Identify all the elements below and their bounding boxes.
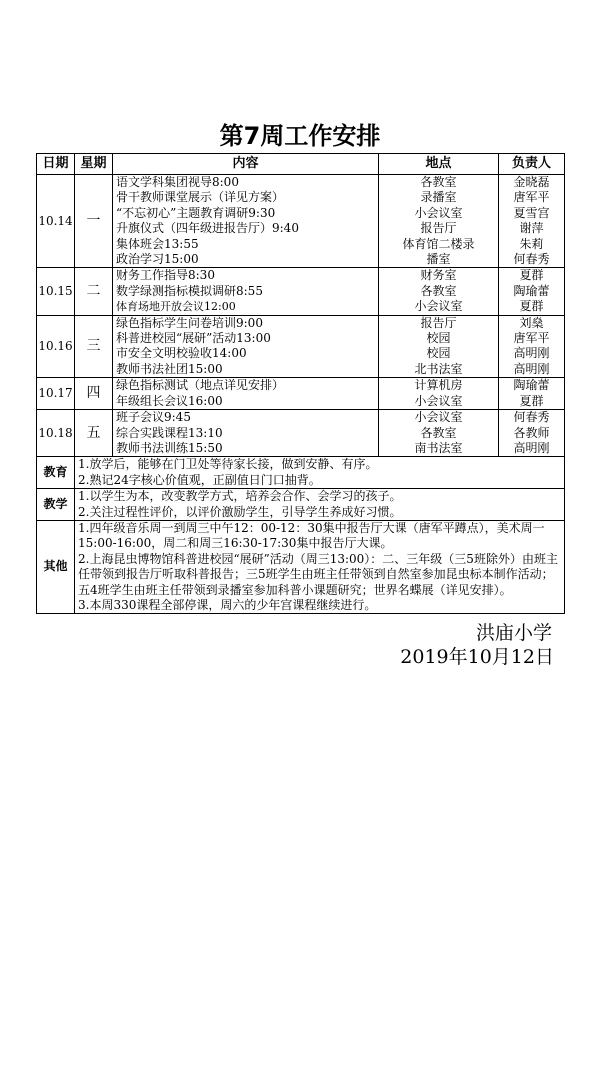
schedule-table [36,153,565,614]
person-item: 高明刚 [513,361,550,376]
place-item: 北书法室 [414,361,463,376]
section-notes [75,489,565,521]
place-cell [379,315,499,378]
content-item: 年级组长会议16:00 [116,393,223,408]
content-item: 政治学习15:00 [116,252,199,267]
section-label: 教学 [37,489,75,521]
person-item: 各教师 [513,425,550,440]
content-item: 班子会议9:45 [116,410,191,425]
person-cell [499,315,565,378]
content-item: 教师书法训练15:50 [116,440,223,455]
place-item: 财务室 [420,268,457,283]
page-title: 第7周工作安排 [219,122,381,150]
place-cell [379,410,499,457]
header-weekday: 星期 [75,154,113,175]
content-item: 骨干教师课堂展示（详见方案） [116,190,285,205]
issue-date: 2019年10月12日 [400,646,554,668]
content-item: 绿色指标学生问卷培训9:00 [116,315,263,330]
place-item: 小会议室 [414,393,463,408]
place-item: 小会议室 [414,410,463,425]
person-item: 金晓磊 [513,175,550,189]
place-cell [379,268,499,315]
day-row [37,378,565,410]
content-item: 数学绿测指标模拟调研8:55 [116,283,263,298]
content-cell [113,268,379,315]
person-item: 朱莉 [519,236,544,251]
header-content: 内容 [113,154,379,175]
person-item: 高明刚 [513,346,550,361]
place-item: 各教室 [420,283,457,298]
header-row [37,154,565,175]
place-item: 各教室 [420,175,457,189]
person-item: 夏群 [519,393,544,408]
date-cell: 10.15 [37,268,75,315]
person-item: 陶瑜蕾 [513,378,550,393]
section-notes [75,520,565,613]
content-item: 教师书法社团15:00 [116,361,223,376]
person-item: 唐军平 [513,331,550,346]
weekday-cell: 五 [75,410,113,457]
school-name: 洪庙小学 [475,622,552,644]
person-item: 夏群 [519,299,544,314]
place-item: 各教室 [420,425,457,440]
place-item: 小会议室 [414,299,463,314]
header-person: 负责人 [499,154,565,175]
place-cell [379,175,499,268]
content-item: 综合实践课程13:10 [116,425,223,440]
date-cell: 10.18 [37,410,75,457]
content-cell [113,378,379,410]
person-item: 谢萍 [519,221,544,236]
note-item: 3.本周330课程全部停课，周六的少年宫课程继续进行。 [78,597,377,612]
place-item: 体育馆二楼录 [402,236,475,251]
content-item: “不忘初心”主题教育调研9:30 [116,205,276,220]
place-cell [379,378,499,410]
content-item: 体育场地开放会议12:00 [116,300,236,314]
person-item: 何春秀 [513,410,550,425]
content-item: 升旗仪式（四年级进报告厅）9:40 [116,221,299,236]
person-item: 夏群 [519,268,544,283]
weekday-cell: 三 [75,315,113,378]
place-item: 小会议室 [414,205,463,220]
date-cell: 10.16 [37,315,75,378]
note-item: 2.关注过程性评价，以评价激励学生，引导学生养成好习惯。 [78,504,402,519]
person-cell [499,410,565,457]
header-date: 日期 [37,154,75,175]
content-item: 市安全文明校验收14:00 [116,346,247,361]
person-item: 夏雪宫 [513,205,550,220]
person-cell [499,175,565,268]
person-cell [499,268,565,315]
person-item: 唐军平 [513,190,550,205]
section-row [37,520,565,613]
day-row [37,410,565,457]
person-cell [499,378,565,410]
person-item: 何春秀 [513,252,550,267]
note-item: 1.四年级音乐周一到周三中午12：00-12：30集中报告厅大课（唐军平蹲点），美术周一15:00-16:00，周二和周三16:30-17:30集中报告厅大课。 [78,520,545,551]
weekday-cell: 一 [75,175,113,268]
content-item: 集体班会13:55 [116,236,199,251]
content-item: 科普进校园“展研”活动13:00 [116,331,271,346]
place-item: 南书法室 [414,440,463,455]
place-item: 计算机房 [414,378,463,393]
day-row [37,315,565,378]
content-cell [113,175,379,268]
place-item: 录播室 [420,190,457,205]
section-notes [75,457,565,489]
place-item: 校园 [426,331,451,346]
section-row [37,489,565,521]
person-item: 陶瑜蕾 [513,283,550,298]
section-row [37,457,565,489]
header-place: 地点 [379,154,499,175]
person-item: 高明刚 [513,440,550,455]
note-item: 1.以学生为本，改变教学方式，培养会合作、会学习的孩子。 [78,489,402,504]
place-item: 报告厅 [420,221,457,236]
weekday-cell: 四 [75,378,113,410]
content-cell [113,410,379,457]
section-label: 其他 [37,520,75,613]
content-item: 语文学科集团视导8:00 [116,175,239,189]
date-cell: 10.17 [37,378,75,410]
section-label: 教育 [37,457,75,489]
note-item: 1.放学后，能够在门卫处等待家长接，做到安静、有序。 [78,457,378,472]
person-item: 刘燊 [519,315,544,330]
date-cell: 10.14 [37,175,75,268]
note-item: 2.熟记24字核心价值观，正副值日门口抽背。 [78,472,321,487]
weekday-cell: 二 [75,268,113,315]
place-item: 播室 [426,252,451,267]
place-item: 校园 [426,346,451,361]
day-row [37,268,565,315]
content-item: 财务工作指导8:30 [116,268,215,283]
note-item: 2.上海昆虫博物馆科普进校园“展研”活动（周三13:00）：二、三年级（三5班除外）由班主任带领到报告厅听取科普报告；三5班学生由班主任带领到自然室参加昆虫标本制作活动；五4班学生由班主任带领到录播室参加科普小课题研究；世界名蝶展（详见安排）。 [78,551,558,597]
place-item: 报告厅 [420,315,457,330]
day-row [37,175,565,268]
content-cell [113,315,379,378]
content-item: 绿色指标测试（地点详见安排） [116,378,285,393]
